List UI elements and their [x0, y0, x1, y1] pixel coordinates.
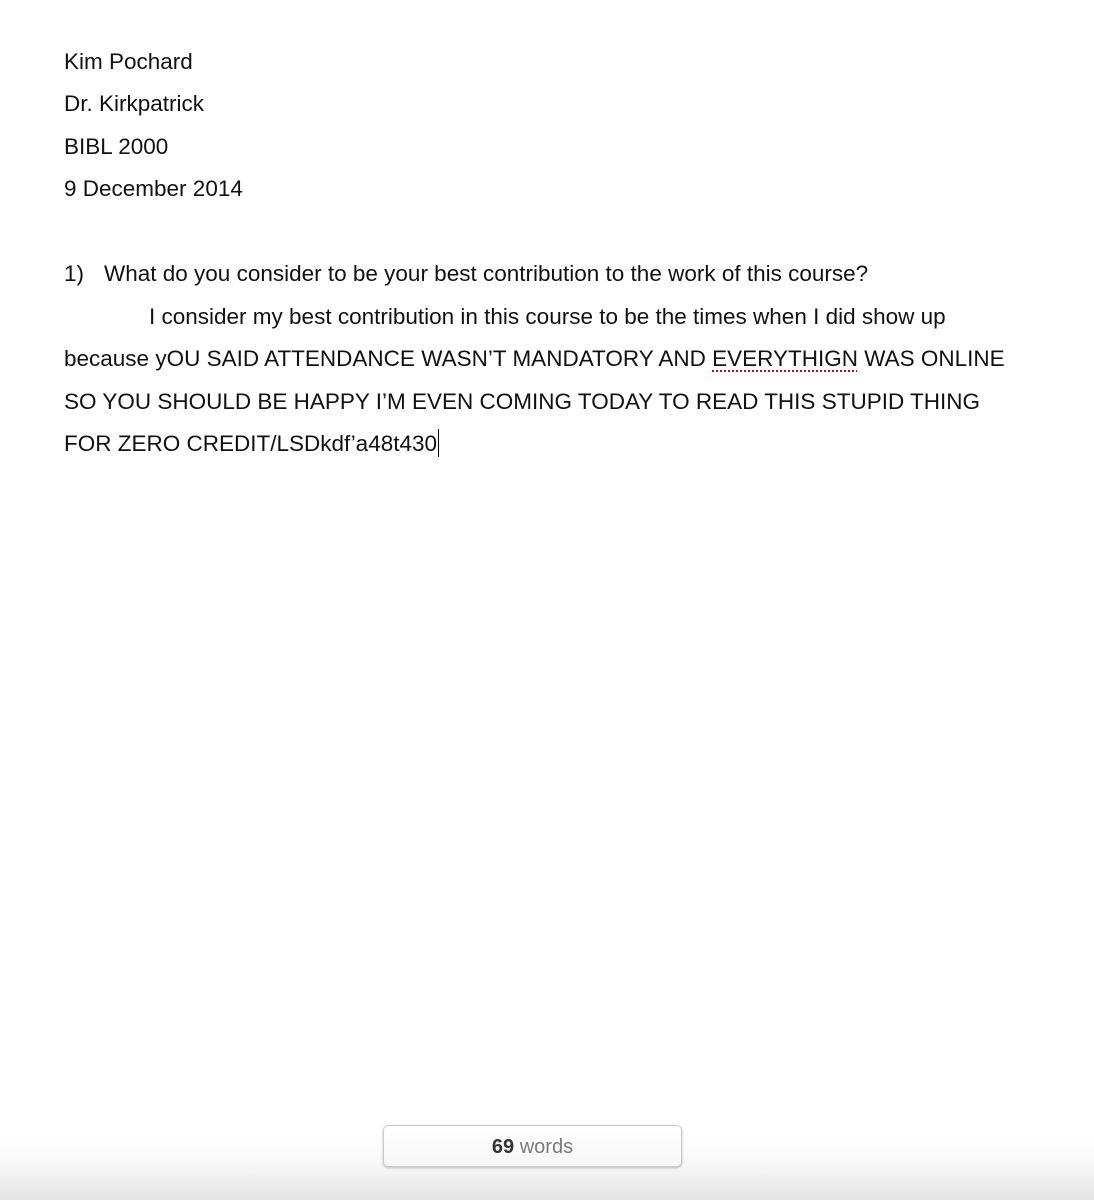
answer-line[interactable]: [64, 429, 439, 459]
header-date[interactable]: 9 December 2014: [64, 176, 243, 201]
header-instructor-name[interactable]: Dr. Kirkpatrick: [64, 91, 205, 116]
answer-line[interactable]: SO YOU SHOULD BE HAPPY I’M EVEN COMING TODAY TO READ THIS STUPID THING: [64, 389, 981, 414]
question-number: 1): [64, 261, 85, 286]
question-text: What do you consider to be your best contribution to the work of this course?: [104, 261, 869, 286]
word-count-button[interactable]: [383, 1125, 682, 1167]
answer-line[interactable]: I consider my best contribution in this course to be the times when I did show up: [149, 304, 946, 329]
text-cursor: [438, 429, 439, 457]
answer-text: because yOU SAID ATTENDANCE WASN’T MANDATORY AND: [64, 346, 713, 371]
answer-text: FOR ZERO CREDIT/LSDkdf’a48t430: [64, 431, 438, 456]
misspelled-word[interactable]: EVERYTHIGN: [712, 346, 858, 371]
header-student-name[interactable]: Kim Pochard: [64, 49, 193, 74]
word-count-number: 69: [491, 1136, 515, 1158]
word-count-label: words: [519, 1136, 574, 1158]
question-paragraph[interactable]: [64, 259, 868, 289]
answer-text: WAS ONLINE: [857, 346, 1005, 371]
answer-line[interactable]: [64, 344, 1005, 374]
header-course-code[interactable]: BIBL 2000: [64, 134, 169, 159]
